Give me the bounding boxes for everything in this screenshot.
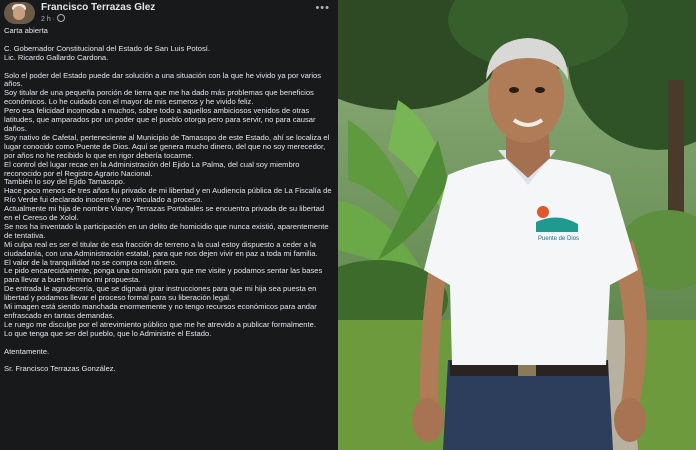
facebook-post	[0, 0, 338, 450]
more-dots-icon[interactable]: •••	[315, 2, 330, 14]
man-portrait-illustration	[338, 0, 696, 450]
post-header	[4, 2, 334, 24]
shirt-logo-text: Puente de Dios	[538, 236, 580, 242]
post-photo[interactable]	[338, 0, 696, 450]
post-meta	[41, 14, 65, 23]
post-body: Carta abierta C. Gobernador Constitucional del Estado de San Luis Potosí. Lic. Ricardo Gallardo Cardona. Solo el poder del Estado puede dar solución a una situación con la que he vivido ya por varios años. Soy titular de una pequeña porción de tierra que me ha dado más problemas que beneficios económicos. Lo he cuidado con el mayor de mis esmeros y he vivido feliz. Pero esa felicidad incomoda a muchos, sobre todo a aquellos ambiciosos venidos de otras latitudes, que amparados por un poder que el pueblo otorga pero para servir, no para causar daños. Soy nativo de Cafetal, perteneciente al Municipio de Tamasopo de este Estado, ahí se localiza el lugar conocido como Puente de Dios. Aquí se genera mucho dinero, del que no soy merecedor, por años no he recibido lo que en rigor debería tocarme. El control del lugar recae en la Administración del Ejido La Palma, del cual soy miembro reconocido por el Registro Agrario Nacional. También lo soy del Ejido Tamasopo. Hace poco menos de tres años fui privado de mi libertad y en Audiencia pública de La Fiscalía de Río Verde fui declarado inocente y no vinculado a proceso. Actualmente mi hija de nombre Vianey Terrazas Portabales se encuentra privada de su libertad en el Cereso de Xolol. Se nos ha inventado la participación en un delito de homicidio que nunca existió, aparentemente de tentativa. Mi culpa real es ser el titular de esa fracción de terreno a la cual estoy dispuesto a ceder a la ciudadanía, con una Administración estatal, para que nos dejen vivir en paz a toda mi familia. El valor de la tranquilidad no se compra con dinero. Le pido encarecidamente, ponga una comisión para que me visite y podamos sentar las bases para llevar a buen término mi propuesta. De entrada le agradecería, que se dignará girar instrucciones para que mi hija sea puesta en libertad y podamos llevar el proceso formal para su liberación legal. Mi imagen está siendo manchada enormemente y no tengo recursos económicos para andar enfrascado en tantas demandas. Le ruego me disculpe por el atrevimiento público que me he atrevido a publicar formalmente. Lo que tenga que ser del pueblo, que lo Administre el Estado. Atentamente. Sr. Francisco Terrazas González.	[4, 26, 332, 374]
post-time[interactable]: 2 h ·	[41, 16, 56, 23]
avatar[interactable]	[4, 2, 35, 24]
post-author[interactable]: Francisco Terrazas Glez	[41, 2, 156, 13]
globe-icon	[57, 14, 65, 22]
